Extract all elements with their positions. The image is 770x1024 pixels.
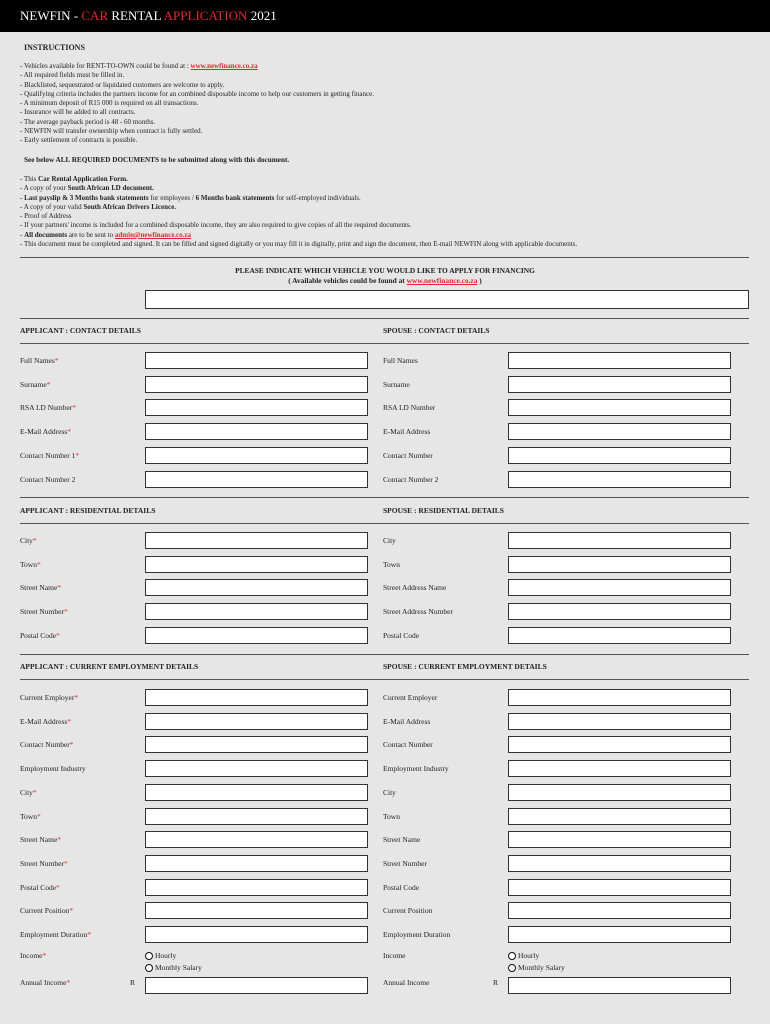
applicant-field-label: Street Number* <box>20 607 68 617</box>
applicant-field-label: E-Mail Address* <box>20 716 72 726</box>
applicant-input[interactable] <box>145 879 368 896</box>
spouse-input[interactable] <box>508 689 731 706</box>
spouse-input[interactable] <box>508 471 731 488</box>
spouse-input[interactable] <box>508 579 731 596</box>
spouse-field-label: Street Address Number <box>383 607 453 617</box>
document-line: - This document must be completed and signed. It can be filled and signed digitally or you may fill it in digitally, print and sign the document, then E-mail NEWFIN along with applicable documents. <box>20 240 578 249</box>
applicant-annual-income-label: Annual Income* <box>20 978 71 987</box>
applicant-field-label: Street Number* <box>20 858 68 868</box>
applicant-field-label: RSA I.D Number* <box>20 403 77 413</box>
monthly-salary-radio[interactable] <box>145 964 153 972</box>
vehicle-heading: PLEASE INDICATE WHICH VEHICLE YOU WOULD LIKE TO APPLY FOR FINANCING <box>235 266 535 275</box>
spouse-input[interactable] <box>508 423 731 440</box>
spouse-field-label: Contact Number <box>383 740 433 750</box>
document-line: - A copy of your South African I.D document. <box>20 184 154 193</box>
divider <box>20 257 749 258</box>
applicant-field-label: Current Position* <box>20 906 74 916</box>
document-line: - This Car Rental Application Form. <box>20 175 128 183</box>
applicant-input[interactable] <box>145 689 368 706</box>
spouse-field-label: Street Name <box>383 835 421 845</box>
applicant-input[interactable] <box>145 532 368 549</box>
instruction-line: - Qualifying criteria includes the partners income for an combined disposable income to help our customers in getting finance. <box>20 89 374 98</box>
title-bar <box>0 0 770 32</box>
vehicle-link[interactable]: www.newfinance.co.za <box>406 276 478 285</box>
applicant-input[interactable] <box>145 784 368 801</box>
spouse-field-label: Full Names <box>383 356 418 365</box>
instruction-line: - NEWFIN will transfer ownership when contract is fully settled. <box>20 127 203 136</box>
spouse-field-label: Postal Code <box>383 630 420 640</box>
applicant-input[interactable] <box>145 423 368 440</box>
spouse-input[interactable] <box>508 352 731 369</box>
spouse-input[interactable] <box>508 532 731 549</box>
document-line: - If your partners' income is included for a combined disposable income, they are also required to give copies of all the required documents. <box>20 221 412 230</box>
section-heading: SPOUSE : CONTACT DETAILS <box>383 326 490 335</box>
spouse-field-label: Surname <box>383 379 410 389</box>
instruction-line: - Insurance will be added to all contracts. <box>20 108 136 117</box>
spouse-field-label: Street Number <box>383 858 427 868</box>
spouse-input[interactable] <box>508 736 731 753</box>
hourly-label: Hourly <box>518 951 540 960</box>
applicant-field-label: Employment Duration* <box>20 930 92 939</box>
applicant-input[interactable] <box>145 902 368 919</box>
applicant-input[interactable] <box>145 736 368 753</box>
document-line: - Proof of Address <box>20 212 72 221</box>
spouse-input[interactable] <box>508 879 731 896</box>
applicant-input[interactable] <box>145 831 368 848</box>
applicant-input[interactable] <box>145 808 368 825</box>
document-line: - A copy of your valid South African Drivers Licence. <box>20 202 176 211</box>
spouse-input[interactable] <box>508 808 731 825</box>
divider <box>20 654 749 655</box>
applicant-income-label: Income* <box>20 951 47 960</box>
form-title: NEWFIN - CAR RENTAL APPLICATION 2021 <box>20 8 277 23</box>
required-documents-list <box>20 175 577 249</box>
spouse-input[interactable] <box>508 713 731 730</box>
document-line: - Last payslip & 3 Months bank statements for employees / 6 Months bank statements for self-employed individuals. <box>20 193 361 202</box>
spouse-input[interactable] <box>508 855 731 872</box>
spouse-input[interactable] <box>508 447 731 464</box>
required-documents-heading: See below ALL REQUIRED DOCUMENTS to be submitted along with this document. <box>24 156 290 164</box>
applicant-field-label: Full Names* <box>20 356 59 365</box>
currency-symbol: R <box>493 978 499 987</box>
hourly-label: Hourly <box>155 951 177 960</box>
spouse-field-label: Contact Number 2 <box>383 474 439 484</box>
instructions-list <box>20 62 374 146</box>
section-heading: APPLICANT : RESIDENTIAL DETAILS <box>20 506 156 515</box>
applicant-field-label: Contact Number* <box>20 740 74 750</box>
applicant-field-label: Surname* <box>20 379 51 389</box>
spouse-field-label: Contact Number <box>383 450 433 460</box>
monthly-salary-label: Monthly Salary <box>518 963 565 972</box>
instruction-line: - Vehicles available for RENT-TO-OWN could be found at : www.newfinance.co.za <box>20 62 258 70</box>
applicant-input[interactable] <box>145 855 368 872</box>
document-line: - All documents are to be sent to admin@newfinance.co.za <box>20 230 192 239</box>
spouse-field-label: Current Employer <box>383 693 438 702</box>
divider <box>20 343 749 344</box>
spouse-field-label: Employment Duration <box>383 930 451 939</box>
applicant-annual-income-input[interactable] <box>145 977 368 994</box>
applicant-input[interactable] <box>145 471 368 488</box>
spouse-input[interactable] <box>508 831 731 848</box>
currency-symbol: R <box>130 978 136 987</box>
instruction-line: - The average payback period is 48 - 60 months. <box>20 117 156 126</box>
spouse-input[interactable] <box>508 376 731 393</box>
applicant-input[interactable] <box>145 447 368 464</box>
spouse-field-label: E-Mail Address <box>383 716 431 726</box>
section-heading: APPLICANT : CURRENT EMPLOYMENT DETAILS <box>20 662 199 671</box>
spouse-field-label: Street Address Name <box>383 583 447 593</box>
divider <box>20 679 749 680</box>
applicant-field-label: Town* <box>20 811 41 821</box>
spouse-annual-income-label: Annual Income <box>383 978 430 987</box>
applicant-input[interactable] <box>145 926 368 943</box>
applicant-input[interactable] <box>145 760 368 777</box>
spouse-input[interactable] <box>508 926 731 943</box>
applicant-field-label: Current Employer* <box>20 693 79 702</box>
spouse-field-label: City <box>383 536 396 545</box>
spouse-field-label: E-Mail Address <box>383 427 431 437</box>
section-heading: SPOUSE : CURRENT EMPLOYMENT DETAILS <box>383 662 547 671</box>
applicant-input[interactable] <box>145 556 368 573</box>
applicant-field-label: Postal Code* <box>20 630 60 640</box>
applicant-input[interactable] <box>145 603 368 620</box>
applicant-field-label: Street Name* <box>20 583 62 593</box>
spouse-field-label: Employment Industry <box>383 764 449 774</box>
section-heading: APPLICANT : CONTACT DETAILS <box>20 326 141 335</box>
spouse-field-label: City <box>383 787 396 797</box>
website-link[interactable]: www.newfinance.co.za <box>190 62 258 70</box>
hourly-radio[interactable] <box>508 952 516 960</box>
section-heading: SPOUSE : RESIDENTIAL DETAILS <box>383 506 504 515</box>
instructions-heading: INSTRUCTIONS <box>24 43 85 52</box>
vehicle-field[interactable] <box>145 290 749 309</box>
applicant-input[interactable] <box>145 352 368 369</box>
applicant-field-label: Town* <box>20 559 41 569</box>
applicant-input[interactable] <box>145 376 368 393</box>
applicant-field-label: Postal Code* <box>20 882 60 892</box>
vehicle-subheading: ( Available vehicles could be found at www.newfinance.co.za ) <box>288 276 482 285</box>
spouse-field-label: Current Position <box>383 906 433 916</box>
spouse-income-label: Income <box>383 951 406 960</box>
instruction-line: - All required fields must be filled in. <box>20 71 125 80</box>
divider <box>20 497 749 498</box>
applicant-input[interactable] <box>145 579 368 596</box>
spouse-field-label: Town <box>383 559 400 569</box>
applicant-field-label: Employment Industry <box>20 764 86 774</box>
applicant-field-label: Street Name* <box>20 835 62 845</box>
monthly-salary-label: Monthly Salary <box>155 963 202 972</box>
spouse-input[interactable] <box>508 760 731 777</box>
monthly-salary-radio[interactable] <box>508 964 516 972</box>
applicant-field-label: E-Mail Address* <box>20 427 72 437</box>
email-link[interactable]: admin@newfinance.co.za <box>114 230 192 239</box>
applicant-field-label: City* <box>20 536 37 545</box>
spouse-field-label: Town <box>383 811 400 821</box>
spouse-field-label: RSA I.D Number <box>383 403 436 413</box>
instruction-line: - Early settlement of contracts is possible. <box>20 136 138 145</box>
instruction-line: - A minimum deposit of R15 000 is required on all transactions. <box>20 99 199 108</box>
spouse-input[interactable] <box>508 784 731 801</box>
spouse-input[interactable] <box>508 556 731 573</box>
applicant-field-label: Contact Number 2 <box>20 474 76 484</box>
spouse-input[interactable] <box>508 902 731 919</box>
applicant-input[interactable] <box>145 627 368 644</box>
hourly-radio[interactable] <box>145 952 153 960</box>
divider <box>20 318 749 319</box>
instruction-line: - Blacklisted, sequestrated or liquidated customers are welcome to apply. <box>20 80 225 89</box>
applicant-field-label: City* <box>20 787 37 797</box>
divider <box>20 523 749 524</box>
spouse-field-label: Postal Code <box>383 882 420 892</box>
applicant-input[interactable] <box>145 713 368 730</box>
spouse-input[interactable] <box>508 603 731 620</box>
spouse-input[interactable] <box>508 399 731 416</box>
applicant-input[interactable] <box>145 399 368 416</box>
spouse-annual-income-input[interactable] <box>508 977 731 994</box>
applicant-field-label: Contact Number 1* <box>20 450 80 460</box>
spouse-input[interactable] <box>508 627 731 644</box>
